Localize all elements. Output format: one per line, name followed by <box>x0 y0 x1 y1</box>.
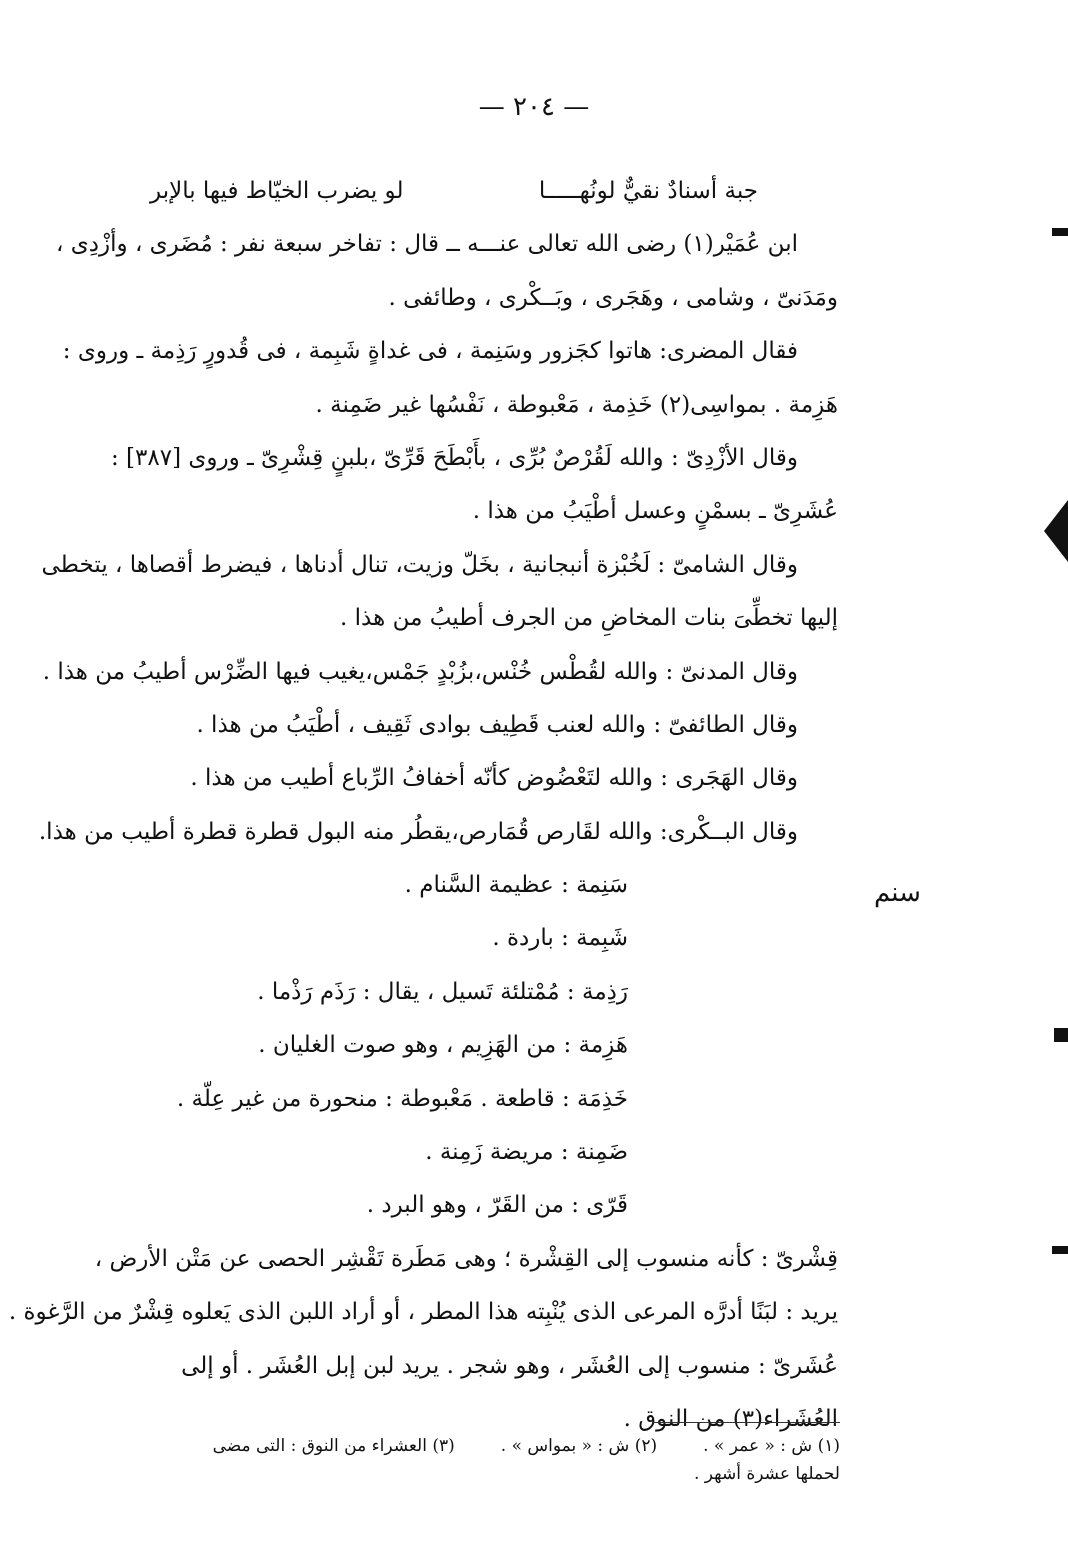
text-line: عُشَرىّ : منسوب إلى العُشَر ، وهو شجر . يريد لبن إبل العُشَر . أو إلى <box>181 1352 838 1379</box>
text-line: وقال الطائفىّ : والله لعنب قَطِيف بوادى ثَقِيف ، أطْيَبُ من هذا . <box>196 711 798 738</box>
gloss-line: شَبِمة : باردة . <box>492 925 628 952</box>
text-line: وقال المدنىّ : والله لقُطْس خُنْس،بزُبْدٍ جَمْس،يغيب فيها الضِّرْس أطيبُ من هذا . <box>42 658 798 685</box>
text-line: وقال البــكْرى: والله لقَارص قُمَارص،يقطُر منه البول قطرة قطرة أطيب من هذا. <box>38 818 798 845</box>
text-line: عُشَرِىّ ـ بسمْنٍ وعسل أطْيَبُ من هذا . <box>472 498 838 525</box>
text-line: إليها تخطِّىَ بنات المخاضِ من الجرف أطيبُ من هذا . <box>340 605 838 632</box>
footnote-divider <box>652 1422 840 1423</box>
scan-mark <box>1052 228 1068 236</box>
gloss-line: قَرّى : من القَرّ ، وهو البرد . <box>366 1192 628 1219</box>
text-line: فقال المضرى: هاتوا كجَزور وسَنِمة ، فى غداةٍ شَبِمة ، فى قُدورٍ رَذِمة ـ وروى : <box>62 338 798 365</box>
text-line: ومَدَنىّ ، وشامى ، وهَجَرى ، وبَــكْرى ، وطائفى . <box>388 284 838 311</box>
footnote-3-continued: لحملها عشرة أشهر . <box>693 1464 840 1484</box>
footnote-2: (٢) ش : « بمواس » . <box>500 1436 658 1456</box>
footnote-3: (٣) العشراء من النوق : التى مضى <box>212 1436 455 1456</box>
footnote-1: (١) ش : « عمر » . <box>703 1436 840 1456</box>
body-text <box>8 165 838 1446</box>
gloss-line: خَذِمَة : قاطعة . مَعْبوطة : منحورة من غير عِلّة . <box>176 1085 628 1112</box>
verse-hemistich-1: جبة أسنادٌ نقيٌّ لونُهـــــا <box>538 178 758 204</box>
gloss-line: هَزِمة : من الهَزِيم ، وهو صوت الغليان . <box>258 1032 628 1059</box>
gloss-line: ضَمِنة : مريضة زَمِنة . <box>425 1139 628 1166</box>
scan-mark <box>1054 1028 1068 1042</box>
verse-hemistich-2: لو يضرب الخيّاط فيها بالإبر <box>150 178 404 204</box>
margin-note: سنم <box>874 878 921 908</box>
footnotes <box>110 1432 840 1488</box>
scan-mark <box>1052 1246 1068 1254</box>
gloss-line: سَنِمة : عظيمة السَّنام . <box>404 872 628 899</box>
gloss-line: رَذِمة : مُمْتلئة تَسيل ، يقال : رَذَم رَذْما . <box>257 978 628 1005</box>
text-line: ابن عُمَيْر(١) رضى الله تعالى عنـــه ــ قال : تفاخر سبعة نفر : مُضَرى ، وأزْدِى ، <box>56 231 798 258</box>
text-line: قِشْرىّ : كأنه منسوب إلى القِشْرة ؛ وهى مَطَرة تَقْشِر الحصى عن مَتْن الأرض ، <box>94 1245 838 1272</box>
footnote-row <box>110 1432 840 1460</box>
text-line: العُشَراء(٣) من النوق . <box>623 1405 838 1432</box>
text-line: وقال الأزْدِىّ : والله لَقُرْصٌ بُرِّى ، بأَبْطَحَ قَرِّىّ ،بلبنٍ قِشْرِىّ ـ وروى [٣٨٧] : <box>110 444 798 471</box>
text-line: هَزِمة . بمواسِى(٢) خَذِمة ، مَعْبوطة ، نَفْسُها غير ضَمِنة . <box>315 391 838 418</box>
scan-mark <box>1044 500 1068 562</box>
verse-line <box>110 165 838 218</box>
text-line: وقال الشامىّ : لَخُبْزة أنبجانية ، بخَلّ وزيت، تنال أدناها ، فيضرط أقصاها ، يتخطى <box>41 551 798 578</box>
text-line: وقال الهَجَرى : والله لتَعْضُوض كأنّه أخفافُ الرِّباع أطيب من هذا . <box>190 765 798 792</box>
page-number: — ٢٠٤ — <box>478 92 590 122</box>
text-line: يريد : لبَنًا أدرَّه المرعى الذى يُنْبِته هذا المطر ، أو أراد اللبن الذى يَعلوه قِشْرٌ من الرَّغوة . <box>8 1299 838 1326</box>
